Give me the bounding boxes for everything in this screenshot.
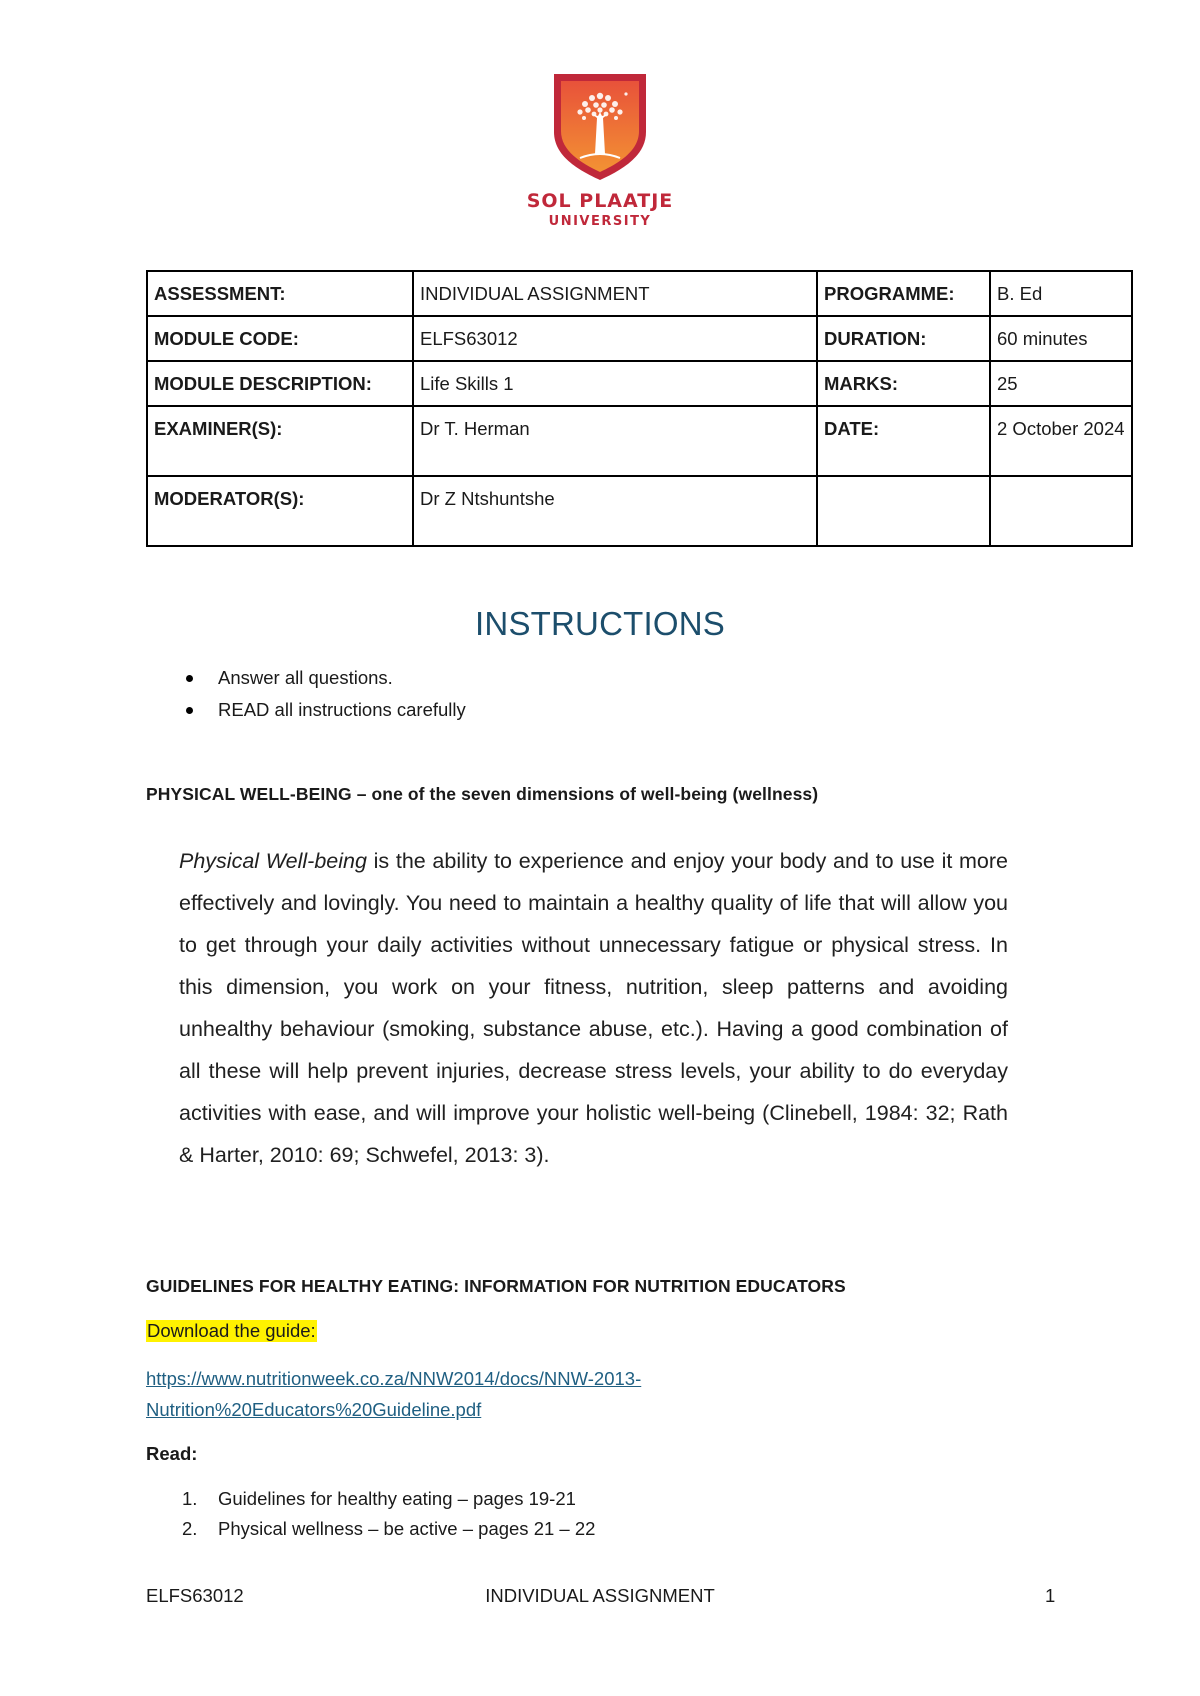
table-value: Life Skills 1	[413, 361, 817, 406]
reading-list	[182, 1484, 595, 1544]
list-number: 2.	[182, 1518, 198, 1539]
list-item	[182, 1514, 595, 1544]
list-item: Answer all questions.	[182, 662, 466, 694]
guidelines-heading: GUIDELINES FOR HEALTHY EATING: INFORMATION FOR NUTRITION EDUCATORS	[146, 1276, 846, 1296]
guide-link-line1[interactable]: https://www.nutritionweek.co.za/NNW2014/docs/NNW-2013-	[146, 1368, 642, 1389]
table-row	[147, 316, 1132, 361]
table-label: DURATION:	[817, 316, 990, 361]
instructions-list	[182, 662, 466, 726]
assessment-info-table	[146, 270, 1133, 547]
term-physical-wellbeing: Physical Well-being	[179, 849, 367, 873]
table-label: DATE:	[817, 406, 990, 476]
table-value: 60 minutes	[990, 316, 1132, 361]
table-value: Dr T. Herman	[413, 406, 817, 476]
logo-wordmark-line2: UNIVERSITY	[548, 214, 652, 229]
page-number: 1	[1045, 1585, 1056, 1606]
table-label	[817, 476, 990, 546]
footer-title: INDIVIDUAL ASSIGNMENT	[485, 1585, 715, 1606]
footer-module-code: ELFS63012	[146, 1585, 244, 1606]
table-value: ELFS63012	[413, 316, 817, 361]
download-guide-label: Download the guide:	[147, 1320, 316, 1341]
guide-link-line2[interactable]: Nutrition%20Educators%20Guideline.pdf	[146, 1399, 482, 1420]
table-label: PROGRAMME:	[817, 271, 990, 316]
list-number: 1.	[182, 1488, 198, 1509]
list-item-text: Physical wellness – be active – pages 21 – 22	[218, 1518, 596, 1539]
logo-wordmark-line1: SOL PLAATJE	[526, 190, 674, 212]
table-row	[147, 361, 1132, 406]
table-value: INDIVIDUAL ASSIGNMENT	[413, 271, 817, 316]
table-label: EXAMINER(S):	[147, 406, 413, 476]
list-item	[182, 1484, 595, 1514]
table-label: MODERATOR(S):	[147, 476, 413, 546]
table-value: 2 October 2024	[990, 406, 1132, 476]
list-item: READ all instructions carefully	[182, 694, 466, 726]
paragraph-body: is the ability to experience and enjoy your body and to use it more effectively and lovingly. You need to maintain a healthy quality of life that will allow you to get through your daily activities without unnecessary fatigue or physical stress. In this dimension, you work on your fitness, nutrition, sleep patterns and avoiding unhealthy behaviour (smoking, substance abuse, etc.). Having a good combination of all these will help prevent injuries, decrease stress levels, your ability to do everyday activities with ease, and will improve your holistic well-being (Clinebell, 1984: 32; Rath & Harter, 2010: 69; Schwefel, 2013: 3).	[179, 849, 1008, 1167]
table-label: MODULE CODE:	[147, 316, 413, 361]
read-label: Read:	[146, 1443, 198, 1464]
physical-wellbeing-paragraph	[179, 840, 1008, 1176]
list-item-text: Guidelines for healthy eating – pages 19-21	[218, 1488, 576, 1509]
table-value: Dr Z Ntshuntshe	[413, 476, 817, 546]
table-value: 25	[990, 361, 1132, 406]
table-label: MODULE DESCRIPTION:	[147, 361, 413, 406]
table-value: B. Ed	[990, 271, 1132, 316]
guide-link[interactable]	[146, 1363, 846, 1425]
table-row	[147, 476, 1132, 546]
table-row	[147, 271, 1132, 316]
physical-wellbeing-heading: PHYSICAL WELL-BEING – one of the seven dimensions of well-being (wellness)	[146, 784, 819, 804]
instructions-title: INSTRUCTIONS	[475, 605, 725, 642]
table-row	[147, 406, 1132, 476]
tree-shield-icon	[550, 70, 650, 182]
university-logo	[0, 70, 1200, 228]
table-value	[990, 476, 1132, 546]
table-label: ASSESSMENT:	[147, 271, 413, 316]
table-label: MARKS:	[817, 361, 990, 406]
